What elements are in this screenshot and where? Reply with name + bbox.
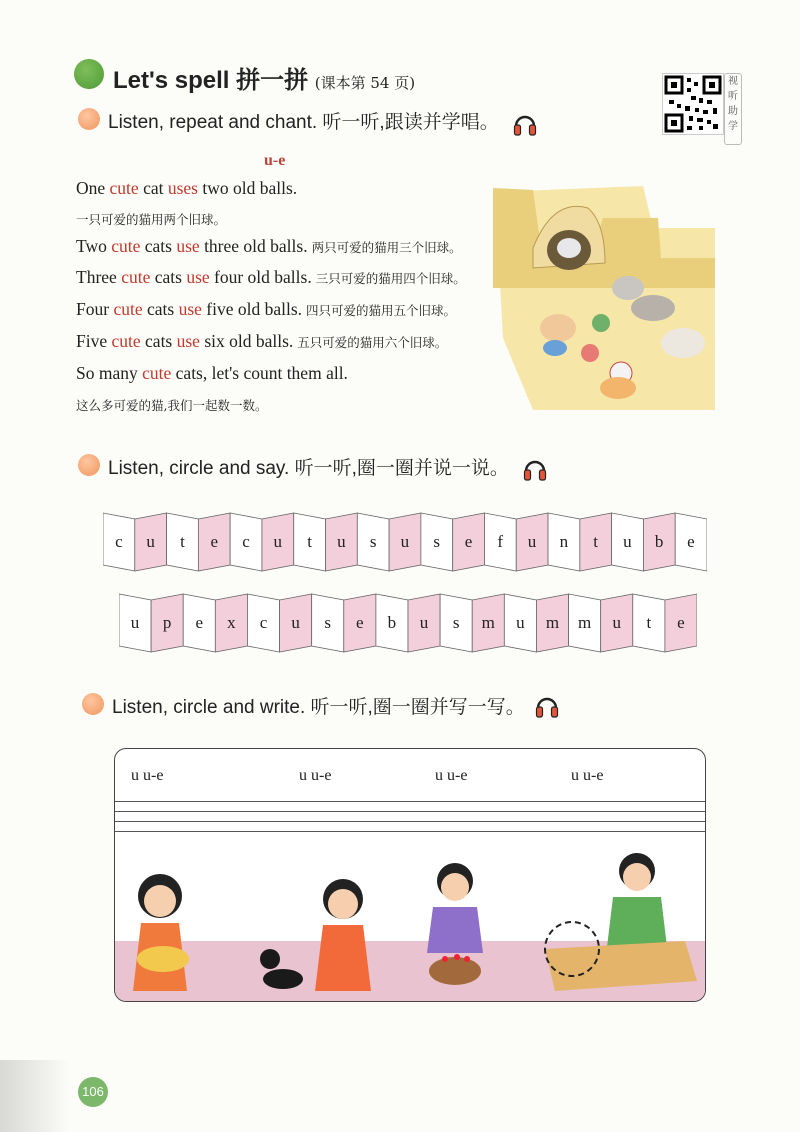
page-title: Let's spell 拼一拼 (课本第 54 页) (113, 67, 416, 94)
strip-letter[interactable]: e (195, 613, 204, 632)
strip-letter[interactable]: u (130, 613, 140, 632)
writing-box (114, 748, 706, 1002)
strip-letter[interactable]: u (419, 613, 429, 632)
strip-letter[interactable]: u (516, 613, 525, 632)
instruction-chant: Listen, repeat and chant. 听一听,跟读并学唱。 (108, 112, 499, 133)
strip-letter[interactable]: u (400, 532, 410, 551)
chant-line-1-cn: 一只可爱的猫用两个旧球。 (76, 212, 227, 227)
strip-letter[interactable]: e (464, 532, 473, 551)
strip-letter[interactable]: p (162, 613, 172, 632)
writing-line (115, 811, 705, 812)
headphone-icon[interactable] (535, 693, 559, 719)
chant-line-6: So many cute cats, let's count them all. (76, 363, 348, 383)
strip-letter[interactable]: x (227, 613, 236, 632)
instruction-circle-write: Listen, circle and write. 听一听,圈一圈并写一写。 (112, 697, 525, 718)
strip-letter[interactable]: f (497, 532, 504, 551)
section-bullet-orange (78, 454, 100, 476)
strip-letter[interactable]: u (623, 532, 632, 551)
headphone-icon[interactable] (513, 111, 537, 137)
strip-letter[interactable]: u (291, 613, 300, 632)
option-3[interactable]: u u-e (435, 767, 468, 784)
strip-letter[interactable]: t (180, 532, 185, 551)
qr-side-label: 视听助学 (724, 73, 742, 145)
option-4[interactable]: u u-e (571, 767, 604, 784)
headphone-icon[interactable] (523, 456, 547, 482)
section-bullet-orange (78, 108, 100, 130)
letter-strip-2-letters (119, 592, 697, 654)
writing-line (115, 801, 705, 802)
writing-line (115, 831, 705, 832)
strip-letter[interactable]: t (646, 613, 652, 632)
strip-letter[interactable]: u (527, 532, 537, 551)
cats-illustration (493, 178, 715, 410)
strip-letter[interactable]: m (545, 613, 560, 632)
chant-line-4: Four cute cats use five old balls. 四只可爱的猫用五个旧球。 (76, 299, 457, 319)
section-bullet-orange (82, 693, 104, 715)
writing-line (115, 821, 705, 822)
strip-letter[interactable]: c (115, 532, 123, 551)
strip-letter[interactable]: s (369, 532, 377, 551)
instruction-circle-say: Listen, circle and say. 听一听,圈一圈并说一说。 (108, 458, 509, 479)
strip-letter[interactable]: c (259, 613, 268, 632)
letter-strip-2 (119, 592, 697, 654)
strip-letter[interactable]: e (210, 532, 218, 551)
letter-strip-1 (103, 511, 707, 573)
page-number: 106 (78, 1077, 108, 1107)
phonics-pattern: u-e (264, 152, 286, 169)
page-shadow (0, 1060, 70, 1132)
page-reference: (课本第 54 页) (314, 74, 416, 92)
strip-letter[interactable]: u (612, 613, 621, 632)
strip-letter[interactable]: t (593, 532, 598, 551)
chant-line-3: Three cute cats use four old balls. 三只可爱的猫用四个旧球。 (76, 267, 466, 287)
strip-letter[interactable]: s (433, 532, 441, 551)
chant-line-1: One cute cat uses two old balls. (76, 178, 298, 198)
letter-strip-1-letters (103, 511, 707, 573)
strip-letter[interactable]: s (324, 613, 332, 632)
chant-line-5: Five cute cats use six old balls. 五只可爱的猫用六个旧球。 (76, 331, 448, 351)
chant-line-2: Two cute cats use three old balls. 两只可爱的猫用三个旧球。 (76, 236, 462, 256)
children-illustration (115, 841, 705, 1001)
strip-letter[interactable]: c (242, 532, 250, 551)
chant-line-6-cn: 这么多可爱的猫,我们一起数一数。 (76, 398, 268, 413)
strip-letter[interactable]: s (452, 613, 460, 632)
strip-letter[interactable]: e (677, 613, 685, 632)
strip-letter[interactable]: t (307, 532, 312, 551)
strip-letter[interactable]: u (146, 532, 155, 551)
strip-letter[interactable]: m (577, 613, 592, 632)
strip-letter[interactable]: b (387, 613, 397, 632)
qr-code[interactable] (662, 73, 724, 135)
strip-letter[interactable]: u (337, 532, 346, 551)
option-1[interactable]: u u-e (131, 767, 164, 784)
strip-letter[interactable]: e (687, 532, 695, 551)
strip-letter[interactable]: b (654, 532, 664, 551)
strip-letter[interactable]: n (559, 532, 569, 551)
section-bullet-green (74, 59, 104, 89)
strip-letter[interactable]: m (481, 613, 495, 632)
option-2[interactable]: u u-e (299, 767, 332, 784)
strip-letter[interactable]: e (356, 613, 364, 632)
strip-letter[interactable]: u (273, 532, 283, 551)
